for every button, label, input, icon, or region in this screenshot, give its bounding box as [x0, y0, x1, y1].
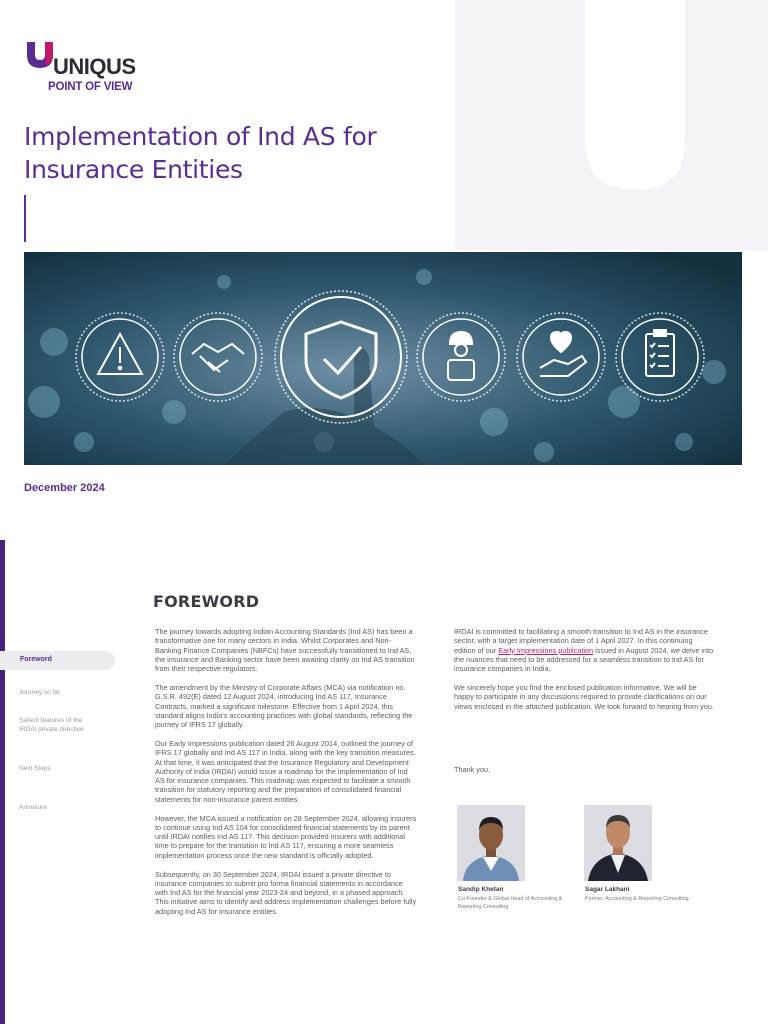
sidebar-active-highlight	[0, 651, 115, 670]
paragraph: We sincerely hope you find the enclosed publication informative. We will be happy to participate in any discussions required to provide clarifications on our views enclosed in the attached publication. We look forward to hearing from you.	[454, 682, 714, 711]
publication-date: December 2024	[24, 482, 105, 494]
signatory-name: Sandip Khetan	[458, 886, 504, 893]
avatar	[457, 805, 525, 881]
foreword-column-right	[454, 627, 716, 720]
paragraph	[454, 627, 716, 673]
brand-name: UNIQUS	[53, 54, 136, 79]
title-accent-bar	[24, 195, 26, 242]
brand-logo	[26, 41, 146, 97]
signatory-role: Partner, Accounting & Reporting Consulting	[585, 896, 689, 902]
sidebar-item-salient-features[interactable]: Salient features of the IRDAI private directive	[19, 717, 84, 733]
sign-off: Thank you,	[454, 765, 491, 774]
signatory-role: Co-Founder & Global Head of Accounting & Reporting Consulting	[458, 896, 563, 910]
uniqus-logo-mark	[26, 41, 54, 69]
sidebar-item-journey-so-far[interactable]: Journey so far	[19, 689, 61, 696]
paragraph: The amendment by the Ministry of Corporate Affairs (MCA) via notification no. G.S.R. 492(E) dated 12 August 2024, introducing Ind AS 117, Insurance Contracts, marked a significant milestone. Effective from 1 April 2024, this standard aligns India's accounting practices with global standards, reflecting the journey of IFRS 17 globally.	[155, 682, 413, 730]
text: issued in August 2024, we delve into the nuances that need to be addressed for a seamless transition to Ind AS for insurance companies in India.	[454, 645, 714, 674]
page-title: Implementation of Ind AS for Insurance Entities	[24, 122, 377, 184]
background-watermark	[455, 0, 768, 250]
hero-image	[24, 252, 742, 465]
foreword-column-left	[155, 627, 417, 926]
text: IRDAI is committed to facilitating a smooth transition to Ind AS in the insurance sector, with a target implementation date of 1 April 2027. In this continuing edition of our	[454, 627, 708, 655]
paragraph: Our Early Impressions publication dated 26 August 2014, outlined the journey of IFRS 17 globally and Ind AS 117 in India, along with the key transition measures. At that time, it was anticipated that the Insurance Regulatory and Development Authority of India (IRDAI) would issue a roadmap for the implementation of Ind AS for insurance companies. This roadmap was expected to facilitate a smooth transition for statutory reporting and the preparation of consolidated financial statements for non-insurance parent entities.	[155, 738, 416, 804]
avatar	[584, 805, 652, 881]
brand-tagline: POINT OF VIEW	[48, 81, 133, 93]
left-accent-rule	[0, 540, 5, 1024]
early-impressions-link[interactable]: Early Impressions publication	[498, 645, 594, 655]
sidebar-item-next-steps[interactable]: Next Steps	[19, 765, 51, 772]
section-heading: FOREWORD	[153, 592, 260, 611]
sidebar-item-annexure[interactable]: Annexure	[19, 804, 47, 811]
signatory-name: Sagar Lakhani	[585, 886, 630, 893]
paragraph: However, the MCA issued a notification on 28 September 2024, allowing insurers to continue using Ind AS 104 for consolidated financial statements by its parent until IRDAI notifies Ind AS 117. This decision provided insurers with additional time to prepare for the transition to Ind AS 117, ensuring a more seamless implementation process once the new standard is officially adopted.	[155, 813, 417, 860]
paragraph: The journey towards adopting Indian Accounting Standards (Ind AS) has been a transformative one for many sectors in India. Whilst Corporates and Non-Banking Finance Companies (NBFCs) have successfully transitioned to Ind AS, the insurance and Banking sector have been awaiting clarity on Ind AS transition from their respective regulators.	[155, 627, 415, 674]
paragraph: Subsequently, on 30 September 2024, IRDAI issued a private directive to insurance companies to submit pro forma financial statements in accordance with Ind AS for the financial year 2023-24 and beyond, in a phased approach. This initiative aims to identify and address implementation challenges before fully adopting Ind AS for insurance entities.	[155, 869, 417, 916]
sidebar-item-foreword[interactable]: Foreword	[20, 656, 52, 663]
